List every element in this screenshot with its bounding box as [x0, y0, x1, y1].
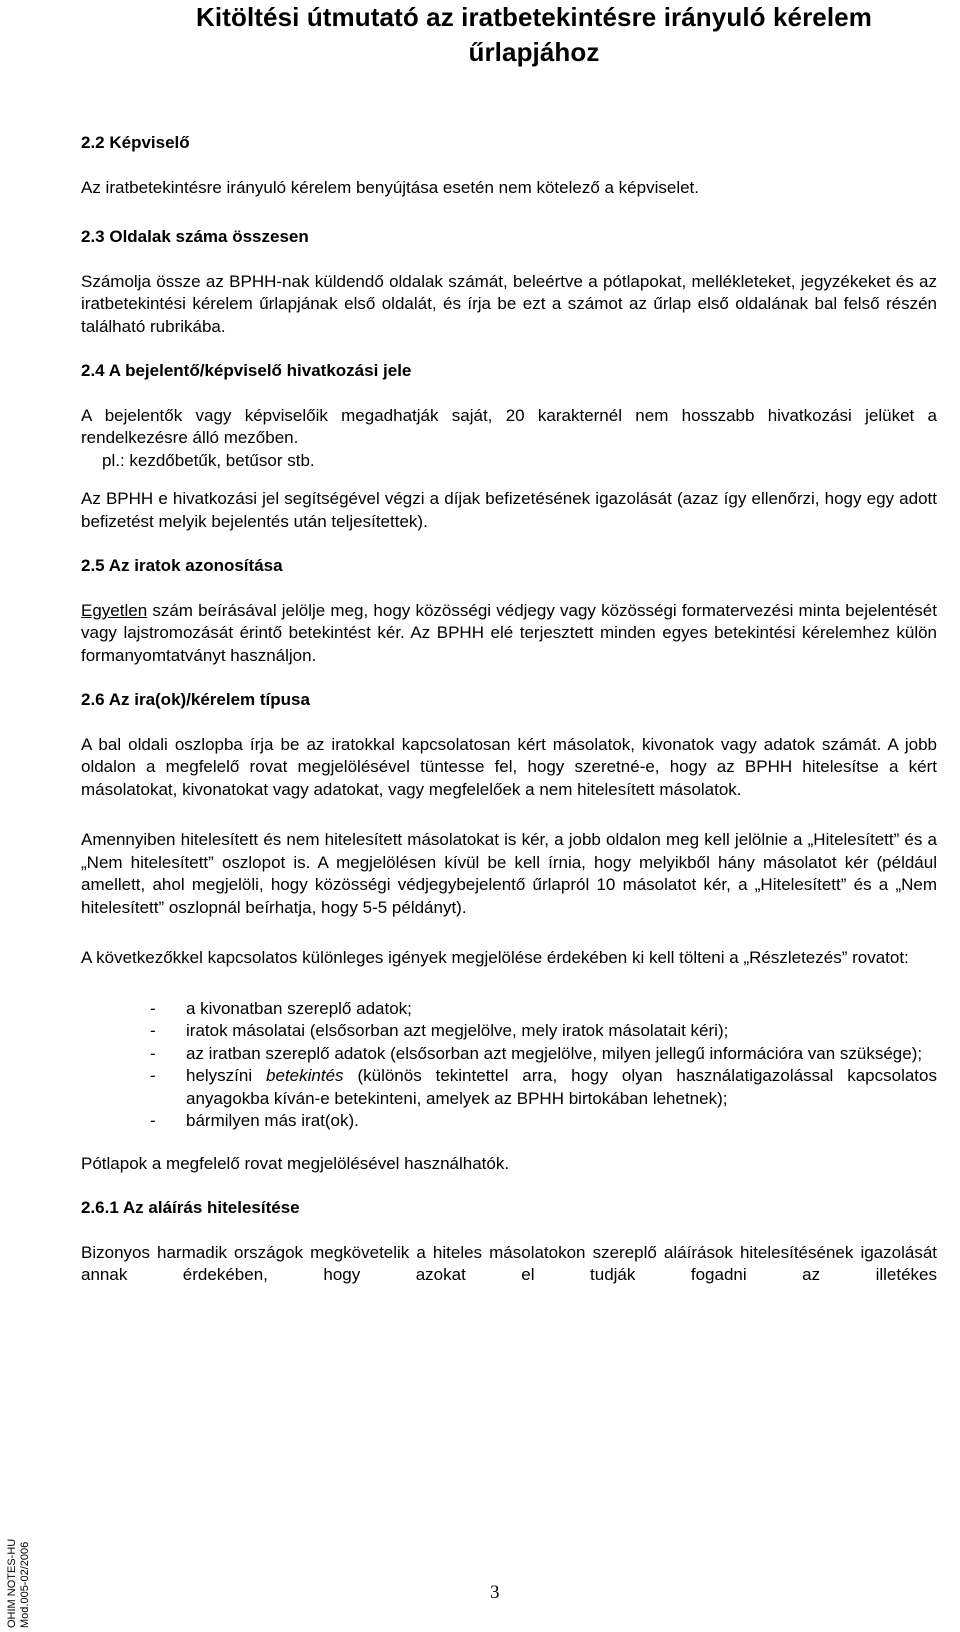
section-heading-2-2: 2.2 Képviselő	[81, 133, 190, 152]
section-text-2-3: Számolja össze az BPHH-nak küldendő oldalak számát, beleértve a pótlapokat, mellékleteket, jegyzékeket és az iratbetekintési kérelem űrlapjának első oldalát, és írja be ezt a számot az űrlap első oldalának bal felső részén található rubrikába.	[81, 271, 937, 336]
section-heading-2-3: 2.3 Oldalak száma összesen	[81, 227, 309, 246]
list-item	[81, 1043, 937, 1066]
list-item-text: bármilyen más irat(ok).	[186, 1111, 359, 1130]
list-marker: -	[150, 1043, 156, 1063]
section-text-2-4b: Az BPHH e hivatkozási jel segítségével végzi a díjak befizetésének igazolását (azaz így ellenőrzi, hogy egy adott befizetést melyik bejelentés után teljesítettek).	[81, 489, 937, 531]
section-example-2-4: pl.: kezdőbetűk, betűsor stb.	[102, 450, 315, 470]
section-heading-2-5: 2.5 Az iratok azonosítása	[81, 556, 283, 575]
list-item-text: az iratban szereplő adatok (elsősorban azt megjelölve, milyen jellegű információra van szüksége);	[186, 1043, 923, 1063]
list-marker: -	[150, 1021, 156, 1040]
form-code-line: OHIM NOTES-HU	[6, 1538, 18, 1628]
section-text-2-6b: Amennyiben hitelesített és nem hitelesített másolatokat is kér, a jobb oldalon meg kell jelölnie a „Hitelesített” és a „Nem hitelesített” oszlopot is. A megjelölésen kívül be kell írnia, hogy melyikből hány másolatot kér (például amellett, ahol megjelöli, hogy közösségi védjegybejelentő űrlapról 10 másolatot kér, a „Hitelesített” és a „Nem hitelesített” oszlopnál beírhatja, hogy 5-5 példányt).	[81, 830, 937, 917]
underlined-word: Egyetlen	[81, 600, 148, 620]
list-item-text: a kivonatban szereplő adatok;	[186, 998, 412, 1018]
list-marker: -	[150, 998, 156, 1018]
list-item	[81, 1020, 937, 1043]
section-text-2-6-1: Bizonyos harmadik országok megkövetelik a hiteles másolatokon szereplő aláírások hitelesítésének igazolását annak érdekében, hogy azokat el tudják fogadni az illetékes	[81, 1242, 937, 1284]
section-text-2-2: Az iratbetekintésre irányuló kérelem benyújtása esetén nem kötelező a képviselet.	[81, 177, 700, 197]
list-item-text: helyszíni	[186, 1066, 267, 1085]
section-text-2-4a: A bejelentők vagy képviselőik megadhatják saját, 20 karakternél nem hosszabb hivatkozási jelüket a rendelkezésre álló mezőben.	[81, 405, 937, 447]
section-text-2-6a: A bal oldali oszlopba írja be az iratokkal kapcsolatosan kért másolatok, kivonatok vagy adatok számát. A jobb oldalon a megfelelő rovat megjelölésével tüntesse fel, hogy szeretné-e, hogy az BPHH hitelesítse a kért másolatokat, kivonatokat vagy adatokat, vagy megfelelőek a nem hitelesített másolatok.	[81, 734, 937, 799]
form-code-side-label	[6, 1539, 32, 1628]
section-heading-2-6: 2.6 Az ira(ok)/kérelem típusa	[81, 690, 310, 709]
section-text-2-5	[81, 600, 937, 668]
document-title: Kitöltési útmutató az iratbetekintésre irányuló kérelem űrlapjához	[196, 2, 872, 67]
section-heading-2-4: 2.4 A bejelentő/képviselő hivatkozási jele	[81, 361, 412, 380]
page-number: 3	[490, 1582, 500, 1603]
section-text-2-6c: A következőkkel kapcsolatos különleges igények megjelölése érdekében ki kell tölteni a „Részletezés” rovatot:	[81, 948, 909, 967]
detail-list	[81, 998, 937, 1133]
form-version-line: Mod.005-02/2006	[19, 1541, 31, 1628]
list-item	[81, 998, 937, 1021]
section-text-2-6d: Pótlapok a megfelelő rovat megjelölésével használhatók.	[81, 1153, 510, 1173]
list-item-text: (különös tekintettel arra, hogy olyan használatigazolással kapcsolatos anyagokba kíván-e betekinteni, amelyek az BPHH birtokában lehetnek);	[186, 1066, 937, 1108]
list-item-text: iratok másolatai (elsősorban azt megjelölve, mely iratok másolatait kéri);	[186, 1021, 729, 1040]
section-heading-2-6-1: 2.6.1 Az aláírás hitelesítése	[81, 1198, 300, 1217]
section-text-2-5-rest: szám beírásával jelölje meg, hogy közösségi védjegy vagy közösségi formatervezési minta bejelentését vagy lajstromozását érintő betekintést kér. Az BPHH elé terjesztett minden egyes betekintési kérelemhez külön formanyomtatványt használjon.	[81, 600, 937, 665]
list-item-italic-text: betekintés	[266, 1066, 344, 1085]
list-marker: -	[150, 1066, 156, 1085]
list-item	[81, 1065, 937, 1110]
document-body	[81, 132, 937, 1287]
list-item	[81, 1110, 937, 1133]
list-marker: -	[150, 1111, 156, 1130]
